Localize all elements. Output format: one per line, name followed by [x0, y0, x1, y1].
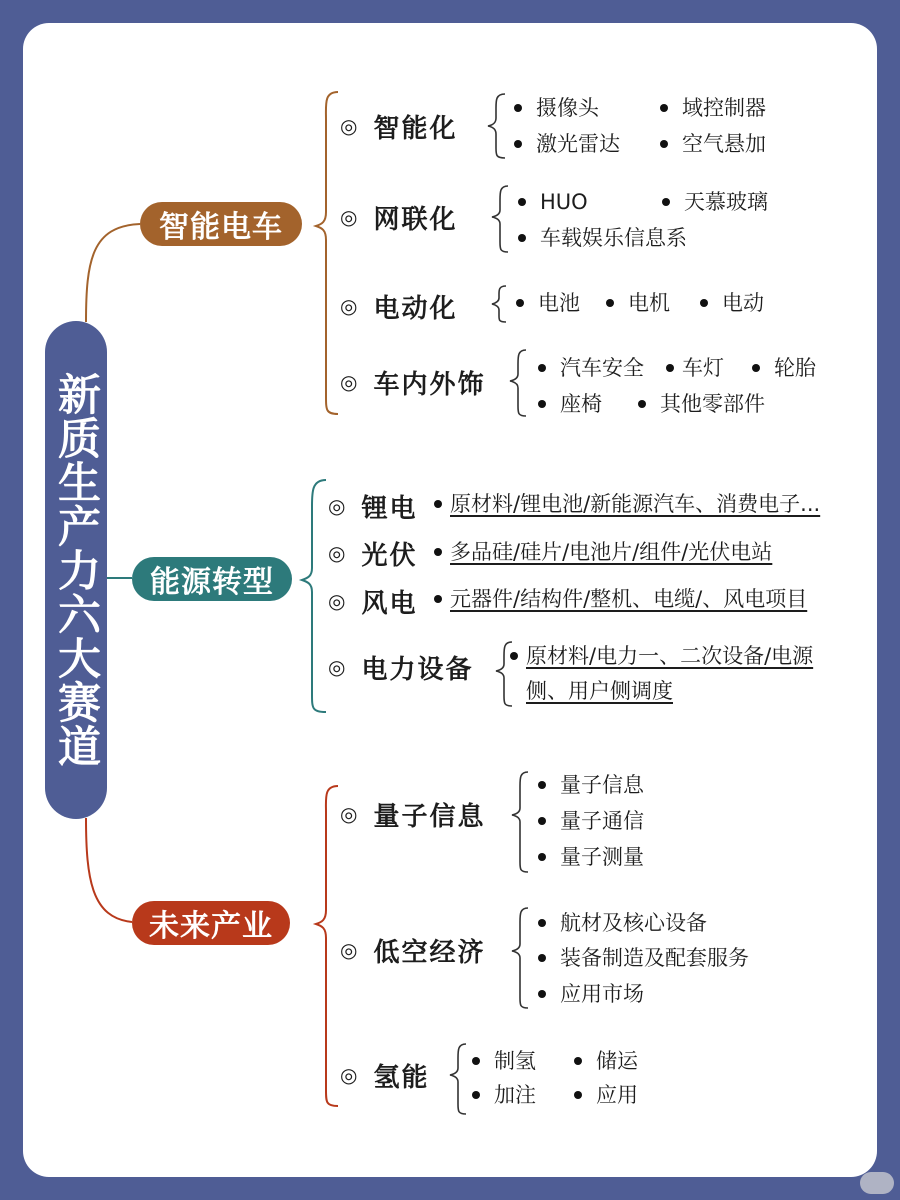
category-hydrogen	[340, 1055, 429, 1095]
list-item: 加注	[472, 1082, 536, 1108]
root-node	[45, 321, 107, 819]
category-label: 电动化	[373, 293, 458, 324]
category-electrified	[340, 286, 457, 326]
list-item: 座椅	[538, 391, 602, 417]
bullet-dot-icon	[514, 104, 522, 112]
root-title: 新质生产力六大赛道	[51, 372, 101, 768]
list-item: 电池	[516, 290, 580, 316]
branch-future	[132, 901, 290, 945]
double-ring-icon: ◎	[340, 294, 358, 318]
bullet-dot-icon	[666, 364, 674, 372]
list-item: 量子通信	[538, 808, 644, 834]
branch-smart-ev	[140, 202, 302, 246]
bullet-dot-icon	[660, 104, 668, 112]
list-item: 原材料/锂电池/新能源汽车、消费电子...	[434, 491, 820, 517]
category-interior-exterior	[340, 362, 485, 402]
category-quantum	[340, 794, 485, 834]
bullet-dot-icon	[538, 990, 546, 998]
bullet-dot-icon	[662, 198, 670, 206]
category-power-equipment	[328, 647, 473, 687]
category-wind	[328, 581, 417, 621]
bullet-dot-icon	[472, 1057, 480, 1065]
double-ring-icon: ◎	[328, 655, 346, 679]
category-label: 光伏	[361, 540, 418, 571]
bullet-dot-icon	[510, 652, 518, 660]
bullet-dot-icon	[516, 299, 524, 307]
category-photovoltaic	[328, 533, 417, 573]
list-item: 轮胎	[752, 355, 816, 381]
category-label: 风电	[361, 588, 418, 619]
bullet-dot-icon	[434, 548, 442, 556]
bullet-dot-icon	[574, 1091, 582, 1099]
category-label: 电力设备	[361, 654, 474, 685]
category-intelligent	[340, 106, 457, 146]
category-label: 网联化	[373, 204, 458, 235]
double-ring-icon: ◎	[328, 541, 346, 565]
double-ring-icon: ◎	[340, 370, 358, 394]
branch-energy-label: 能源转型	[150, 565, 274, 600]
list-item: 空气悬加	[660, 131, 766, 157]
list-item: 元器件/结构件/整机、电缆/、风电项目	[434, 586, 807, 612]
bullet-dot-icon	[434, 500, 442, 508]
branch-future-label: 未来产业	[149, 909, 273, 944]
category-lithium	[328, 486, 417, 526]
list-item: 制氢	[472, 1048, 536, 1074]
category-label: 量子信息	[373, 801, 486, 832]
list-item: 车灯	[666, 355, 724, 381]
bullet-dot-icon	[606, 299, 614, 307]
double-ring-icon: ◎	[328, 494, 346, 518]
category-low-altitude	[340, 930, 485, 970]
double-ring-icon: ◎	[340, 802, 358, 826]
list-item: 车载娱乐信息系	[518, 225, 687, 251]
branch-energy	[132, 557, 292, 601]
category-label: 低空经济	[373, 937, 486, 968]
bullet-dot-icon	[538, 853, 546, 861]
bullet-dot-icon	[434, 595, 442, 603]
bullet-dot-icon	[514, 140, 522, 148]
list-item-continued: 侧、用户侧调度	[526, 679, 673, 703]
bullet-dot-icon	[538, 781, 546, 789]
double-ring-icon: ◎	[340, 1063, 358, 1087]
bullet-dot-icon	[700, 299, 708, 307]
bullet-dot-icon	[660, 140, 668, 148]
watermark-badge	[860, 1172, 894, 1194]
list-item: 多品硅/硅片/电池片/组件/光伏电站	[434, 539, 772, 565]
double-ring-icon: ◎	[340, 114, 358, 138]
list-item: 电机	[606, 290, 670, 316]
list-item: 量子测量	[538, 844, 644, 870]
bullet-dot-icon	[518, 234, 526, 242]
list-item: 激光雷达	[514, 131, 620, 157]
bullet-dot-icon	[638, 400, 646, 408]
list-item: 摄像头	[514, 95, 599, 121]
list-item: 电动	[700, 290, 764, 316]
list-item: 域控制器	[660, 95, 766, 121]
category-label: 车内外饰	[373, 369, 486, 400]
list-item: HUO	[518, 189, 588, 215]
bullet-dot-icon	[538, 400, 546, 408]
bullet-dot-icon	[538, 817, 546, 825]
bullet-dot-icon	[518, 198, 526, 206]
double-ring-icon: ◎	[328, 589, 346, 613]
list-item: 汽车安全	[538, 355, 644, 381]
bullet-dot-icon	[752, 364, 760, 372]
bullet-dot-icon	[538, 919, 546, 927]
list-item: 天慕玻璃	[662, 189, 768, 215]
bullet-dot-icon	[538, 954, 546, 962]
category-label: 智能化	[373, 113, 458, 144]
list-item: 量子信息	[538, 772, 644, 798]
list-item: 应用市场	[538, 981, 644, 1007]
list-item: 其他零部件	[638, 391, 765, 417]
list-item: 航材及核心设备	[538, 910, 707, 936]
list-item: 原材料/电力一、二次设备/电源	[510, 643, 813, 669]
list-item: 装备制造及配套服务	[538, 945, 749, 971]
category-connected	[340, 197, 457, 237]
category-label: 锂电	[361, 493, 418, 524]
bullet-dot-icon	[538, 364, 546, 372]
bullet-dot-icon	[574, 1057, 582, 1065]
bullet-dot-icon	[472, 1091, 480, 1099]
double-ring-icon: ◎	[340, 938, 358, 962]
double-ring-icon: ◎	[340, 205, 358, 229]
list-item: 储运	[574, 1048, 638, 1074]
list-item: 应用	[574, 1082, 638, 1108]
category-label: 氢能	[373, 1062, 430, 1093]
branch-smart-ev-label: 智能电车	[159, 210, 283, 245]
